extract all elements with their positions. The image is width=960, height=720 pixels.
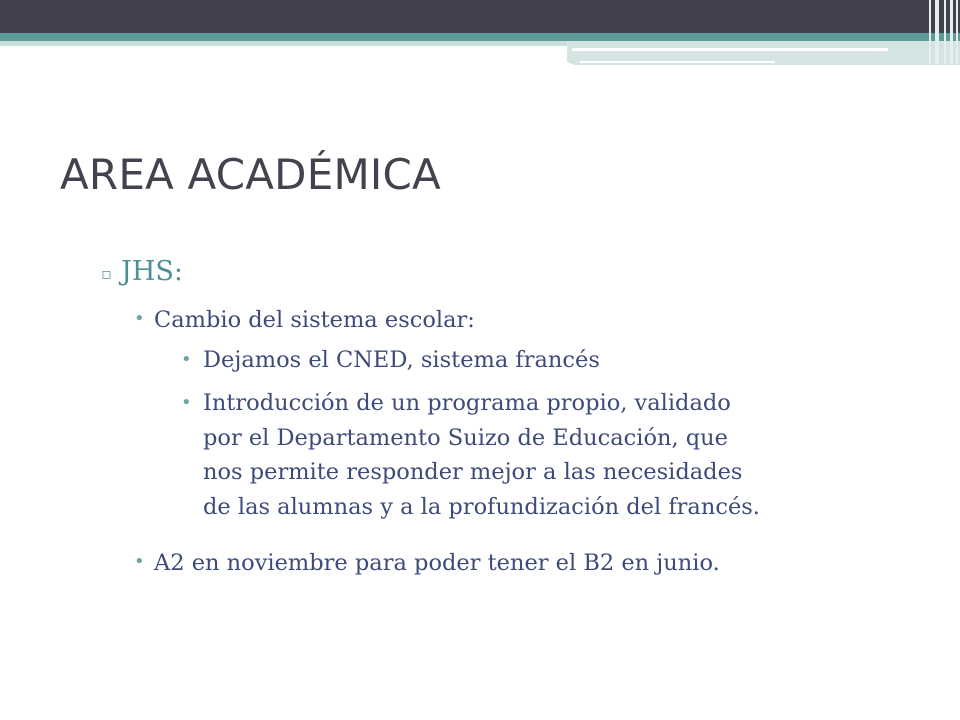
dot-bullet-icon: •	[181, 392, 192, 413]
decorative-strip	[944, 0, 946, 64]
square-bullet-icon: ▫	[101, 264, 112, 283]
text-line: por el Departamento Suizo de Educación, que	[203, 424, 728, 451]
top-banner-light-stripe	[0, 41, 567, 46]
bullet-level2	[134, 550, 720, 576]
text-line: nos permite responder mejor a las necesidades	[203, 459, 743, 485]
banner-tab-line	[572, 48, 888, 51]
bullet-level1-text: JHS:	[121, 256, 183, 287]
banner-tab-line	[580, 61, 775, 63]
decorative-strip	[950, 0, 953, 64]
dot-bullet-icon: •	[134, 551, 145, 572]
bullet-level2	[134, 307, 475, 333]
text-line: de las alumnas y a la profundización del francés.	[203, 493, 760, 520]
bullet-level3	[181, 343, 600, 378]
bullet-level3	[181, 386, 903, 524]
decorative-strip	[929, 0, 931, 64]
slide-title: AREA ACADÉMICA	[60, 150, 441, 199]
text-line: Introducción de un programa propio, validado	[203, 390, 731, 416]
bullet-level2-text: A2 en noviembre para poder tener el B2 en junio.	[154, 550, 720, 576]
bullet-level2-text: Cambio del sistema escolar:	[154, 307, 475, 333]
decorative-strip	[935, 0, 939, 64]
bullet-level1	[101, 256, 183, 287]
bullet-level3-text	[203, 386, 903, 524]
top-banner-dark	[0, 0, 960, 33]
dot-bullet-icon: •	[134, 308, 145, 329]
bullet-level3-text: Dejamos el CNED, sistema francés	[203, 347, 600, 373]
top-banner-teal-stripe	[0, 33, 960, 41]
dot-bullet-icon: •	[181, 349, 192, 370]
decorative-strip	[956, 0, 958, 64]
